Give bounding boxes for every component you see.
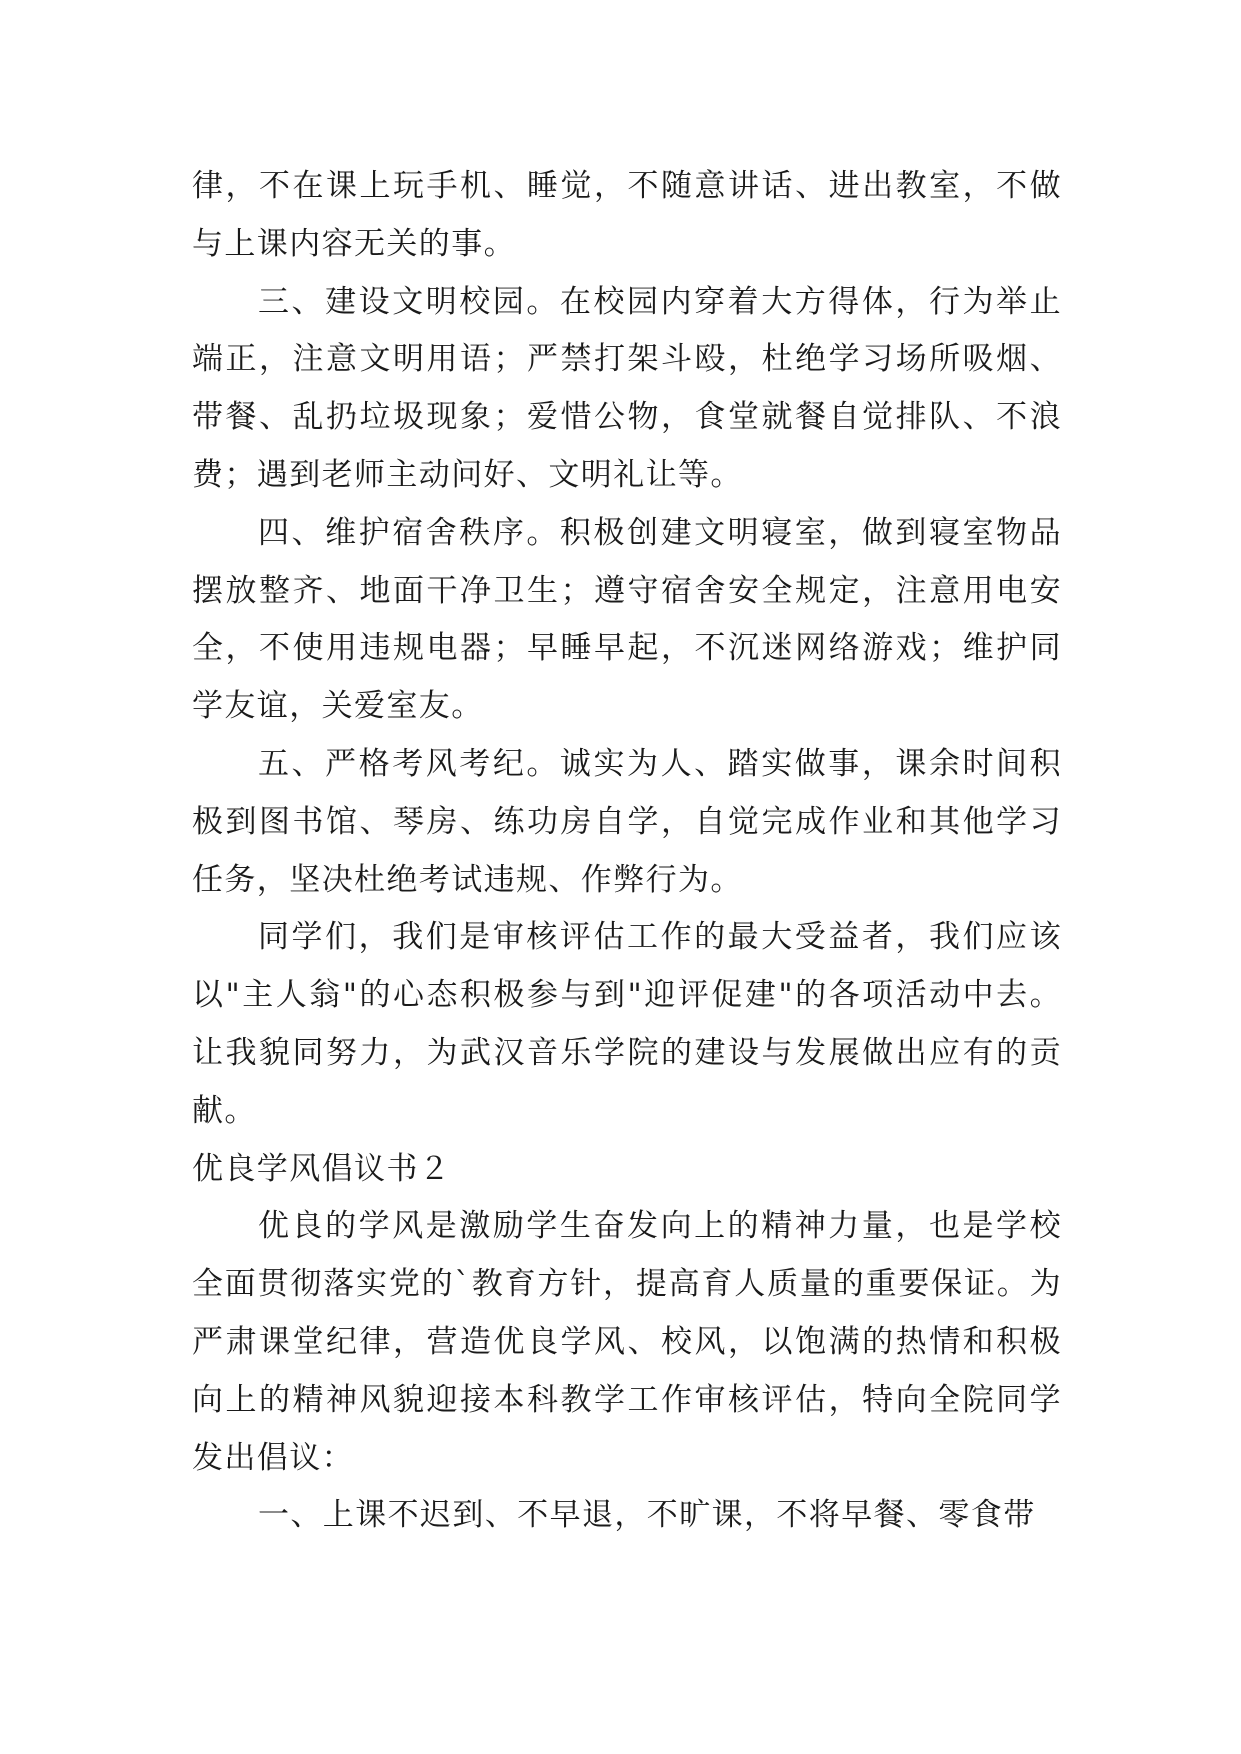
paragraph-dormitory-order: 四、维护宿舍秩序。积极创建文明寝室，做到寝室物品摆放整齐、地面干净卫生；遵守宿舍安全规定，注意用电安全，不使用违规电器；早睡早起，不沉迷网络游戏；维护同学友谊，关爱室友。 [192,514,1062,725]
paragraph-civilized-campus: 三、建设文明校园。在校园内穿着大方得体，行为举止端正，注意文明用语；严禁打架斗殴，杜绝学习场所吸烟、带餐、乱扔垃圾现象；爱惜公物，食堂就餐自觉排队、不浪费；遇到老师主动问好、文明礼让等。 [192,283,1062,493]
section-heading: 优良学风倡议书２ [192,1150,452,1187]
paragraph-attendance: 一、上课不迟到、不早退，不旷课，不将早餐、零食带 [258,1497,1036,1534]
paragraph-exam-discipline: 五、严格考风考纪。诚实为人、踏实做事，课余时间积极到图书馆、琴房、练功房自学，自觉完成作业和其他学习任务，坚决杜绝考试违规、作弊行为。 [192,745,1062,898]
paragraph-continuation: 律，不在课上玩手机、睡觉，不随意讲话、进出教室，不做与上课内容无关的事。 [192,168,1062,262]
paragraph-introduction: 优良的学风是激励学生奋发向上的精神力量，也是学校全面贯彻落实党的`教育方针，提高育人质量的重要保证。为严肃课堂纪律，营造优良学风、校风，以饱满的热情和积极向上的精神风貌迎接本科教学工作审核评估，特向全院同学发出倡议： [192,1208,1062,1476]
document-body [192,158,1062,1545]
paragraph-closing-appeal: 同学们，我们是审核评估工作的最大受益者，我们应该以"主人翁"的心态积极参与到"迎评促建"的各项活动中去。让我貌同努力，为武汉音乐学院的建设与发展做出应有的贡献。 [192,919,1062,1129]
